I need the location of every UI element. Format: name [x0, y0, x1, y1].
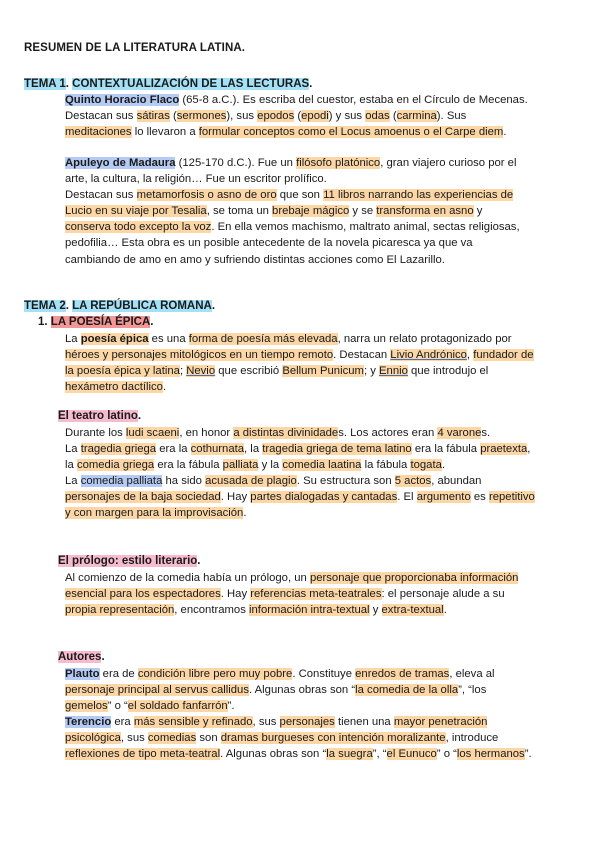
tema-2-number: TEMA 2: [24, 300, 66, 312]
tema-2-title: LA REPÚBLICA ROMANA: [72, 300, 212, 312]
terencio-name: Terencio: [65, 716, 112, 728]
document-title: RESUMEN DE LA LITERATURA LATINA.: [24, 42, 246, 54]
poesia-epica-heading: 1. LA POESÍA ÉPICA.: [38, 316, 154, 328]
terencio-paragraph: Terencio era más sensible y refinado, sus personajes tienen una mayor penetración psicológica, sus comedias son dramas burgueses con intención moralizante, introduce reflexiones de tipo meta-teatral. Algunas obras son “la suegra”, “el Eunuco” o “los hermanos”.: [65, 716, 532, 761]
plauto-name: Plauto: [65, 668, 100, 680]
tema-1-heading: TEMA 1. CONTEXTUALIZACIÓN DE LAS LECTURAS.: [24, 78, 313, 90]
tema-1-number: TEMA 1: [24, 78, 66, 90]
apuleyo-paragraph: Apuleyo de Madaura (125-170 d.C.). Fue un filósofo platónico, gran viajero curioso por el arte, la cultura, la religión… Fue un escritor prolífico. Destacan sus metamorfosis o asno de oro que son 11 libros narrando las experiencias de Lucio en su viaje por Tesalia, se toma un brebaje mágico y se transforma en asno y conserva todo excepto la voz. En ella vemos machismo, maltrato animal, sectas religiosas, pedofilia… Esta obra es un posible antecedente de la novela picaresca ya que va cambiando de amo en amo y sufriendo distintas acciones como El Lazarillo.: [65, 157, 520, 266]
horacio-name: Quinto Horacio Flaco: [65, 94, 180, 106]
autores-heading: Autores.: [58, 651, 105, 663]
prologo-heading: El prólogo: estilo literario.: [58, 555, 201, 567]
apuleyo-name: Apuleyo de Madaura: [65, 157, 176, 169]
horacio-paragraph: Quinto Horacio Flaco (65-8 a.C.). Es escriba del cuestor, estaba en el Círculo de Mecenas. Destacan sus sátiras (sermones), sus epodos (epodi) y sus odas (carmina). Sus meditaciones lo llevaron a formular conceptos como el Locus amoenus o el Carpe diem.: [65, 94, 528, 139]
tema-2-heading: TEMA 2. LA REPÚBLICA ROMANA.: [24, 300, 216, 312]
teatro-latino-heading: El teatro latino.: [58, 410, 142, 422]
poesia-epica-paragraph: La poesía épica es una forma de poesía más elevada, narra un relato protagonizado por héroes y personajes mitológicos en un tiempo remoto. Destacan Livio Andrónico, fundador de la poesía épica y latina; Nevio que escribió Bellum Punicum; y Ennio que introdujo el hexámetro dactílico.: [65, 333, 534, 394]
teatro-latino-paragraph: Durante los ludi scaeni, en honor a distintas divinidades. Los actores eran 4 varones. La tragedia griega era la cothurnata, la tragedia griega de tema latino era la fábula praetexta, la comedia griega era la fábula palliata y la comedia laatina la fábula togata. La comedia palliata ha sido acusada de plagio. Su estructura son 5 actos, abundan personajes de la baja sociedad. Hay partes dialogadas y cantadas. El argumento es repetitivo y con margen para la improvisación.: [65, 427, 535, 520]
tema-1-title: CONTEXTUALIZACIÓN DE LAS LECTURAS: [72, 78, 310, 90]
plauto-paragraph: Plauto era de condición libre pero muy pobre. Constituye enredos de tramas, eleva al personaje principal al servus callidus. Algunas obras son “la comedia de la olla”, “los gemelos” o “el soldado fanfarrón”.: [65, 668, 495, 713]
prologo-paragraph: Al comienzo de la comedia había un prólogo, un personaje que proporcionaba información esencial para los espectadores. Hay referencias meta-teatrales: el personaje alude a su propia representación, encontramos información intra-textual y extra-textual.: [65, 572, 519, 617]
